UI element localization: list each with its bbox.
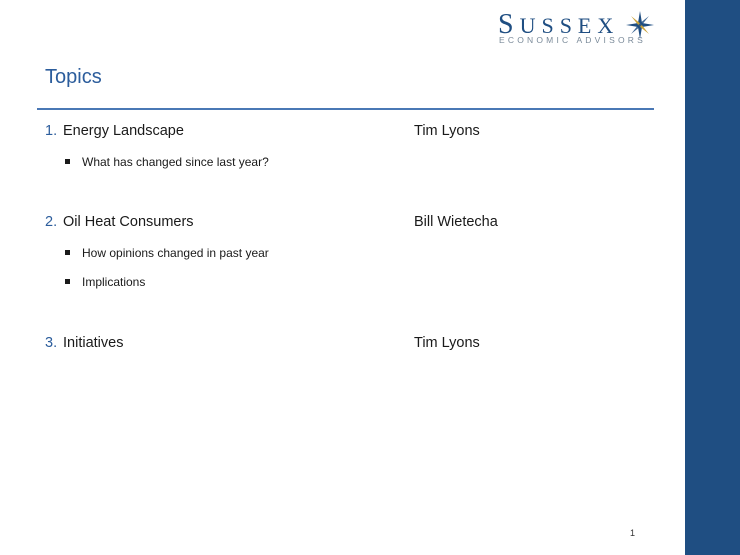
title-divider bbox=[37, 108, 654, 110]
page-title: Topics bbox=[45, 66, 102, 88]
bullet-icon bbox=[65, 250, 70, 255]
page-number: 1 bbox=[630, 528, 636, 538]
topic-label: Initiatives bbox=[63, 335, 124, 351]
topic-number: 3. bbox=[45, 335, 58, 351]
bullet-icon bbox=[65, 279, 70, 284]
side-color-band bbox=[685, 0, 740, 555]
topic-2 bbox=[45, 214, 194, 230]
topic-1 bbox=[45, 123, 184, 139]
topic-label: Energy Landscape bbox=[63, 123, 184, 139]
topic-3 bbox=[45, 335, 123, 351]
logo-subtitle: ECONOMIC ADVISORS bbox=[499, 35, 646, 45]
topic-3-presenter: Tim Lyons bbox=[414, 335, 480, 351]
sub-item: Implications bbox=[65, 275, 145, 289]
topic-2-presenter: Bill Wietecha bbox=[414, 214, 498, 230]
bullet-icon bbox=[65, 159, 70, 164]
topic-number: 1. bbox=[45, 123, 58, 139]
topic-number: 2. bbox=[45, 214, 58, 230]
compass-star-icon bbox=[625, 10, 655, 40]
sub-item: How opinions changed in past year bbox=[65, 246, 269, 260]
topic-1-presenter: Tim Lyons bbox=[414, 123, 480, 139]
topic-label: Oil Heat Consumers bbox=[63, 214, 194, 230]
logo-wordmark: SUSSEX bbox=[498, 9, 620, 40]
sussex-logo bbox=[498, 9, 658, 49]
sub-item: What has changed since last year? bbox=[65, 155, 269, 169]
